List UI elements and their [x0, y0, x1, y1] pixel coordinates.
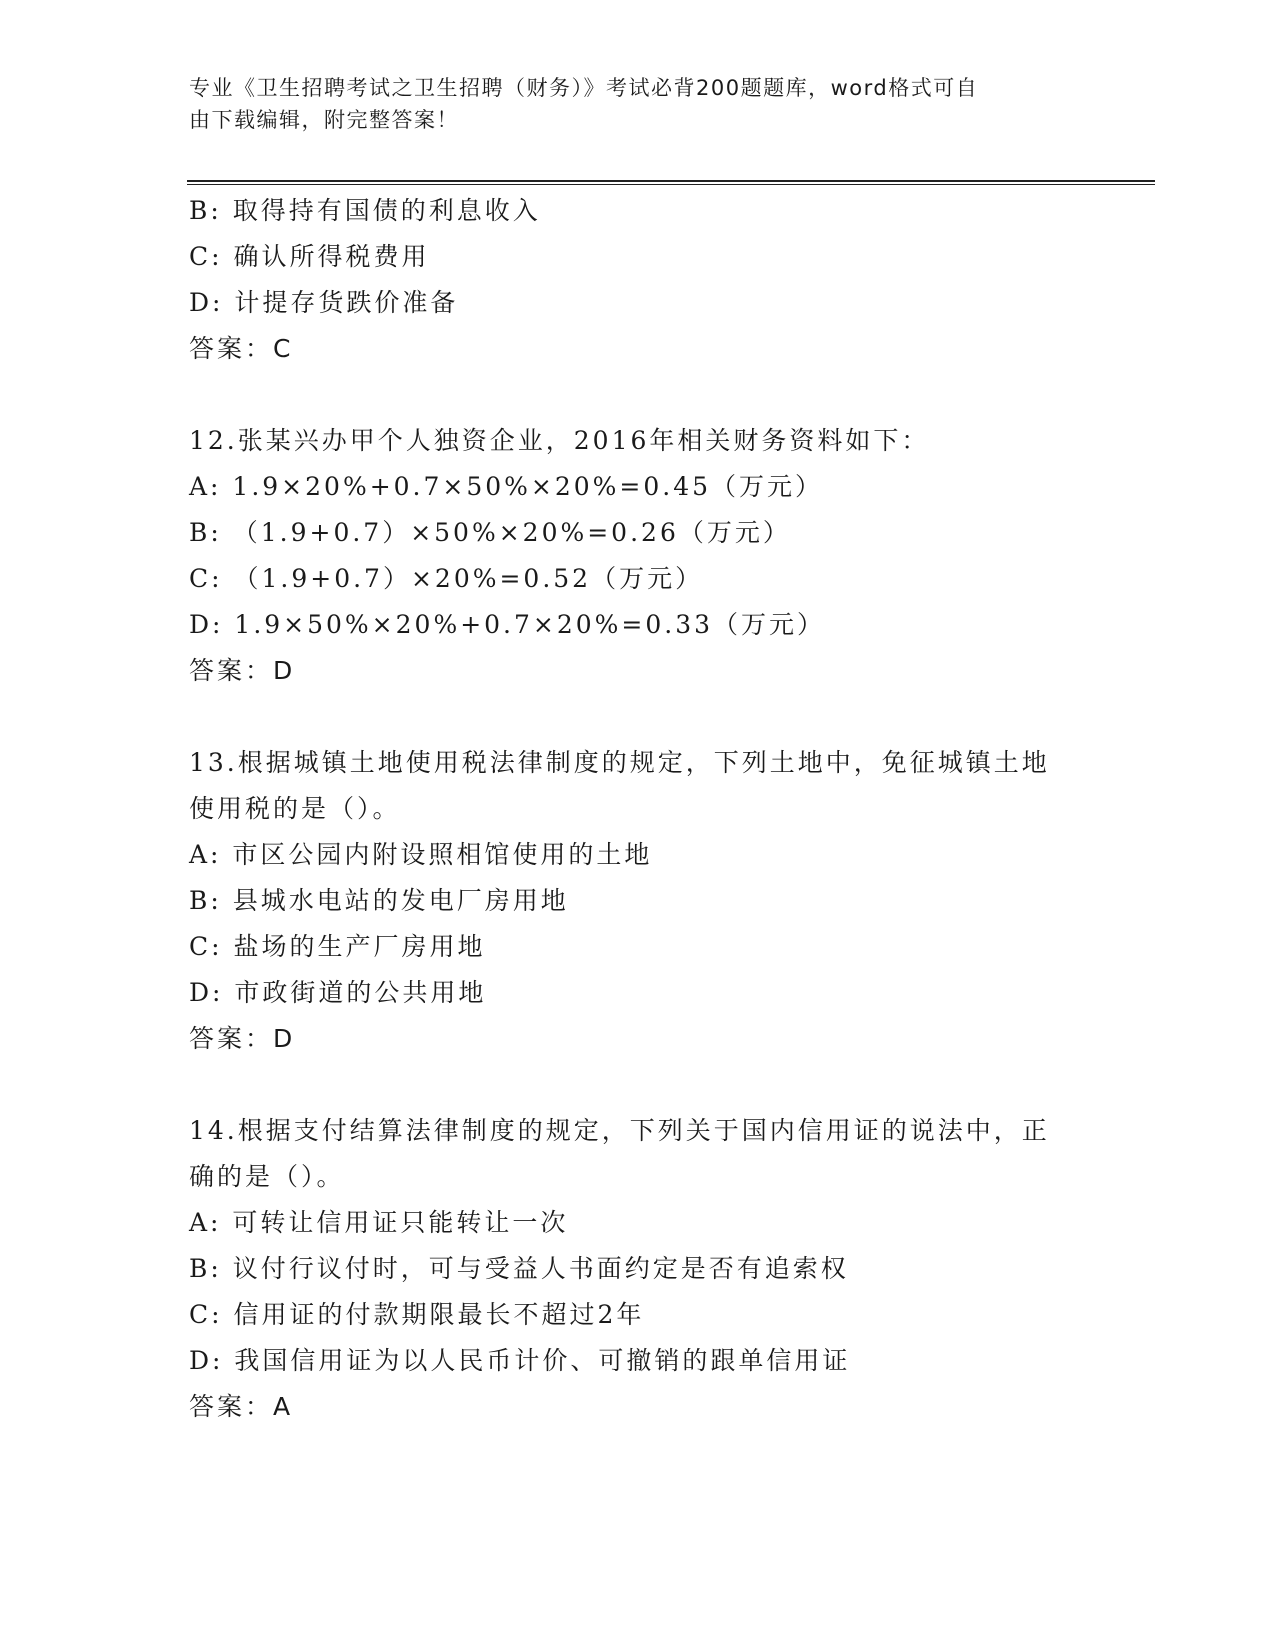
answer-line: 答案：D	[189, 1024, 296, 1053]
header-line-2: 由下载编辑，附完整答案！	[189, 108, 459, 132]
document-header	[189, 72, 1069, 136]
option-b: B: 县城水电站的发电厂房用地	[189, 886, 569, 915]
answer-line: 答案：A	[189, 1392, 294, 1421]
document-body	[189, 188, 1089, 1430]
spacer	[189, 372, 1089, 418]
header-divider-thin	[187, 184, 1155, 185]
option-d: D: 1.9×50%×20%+0.7×20%=0.33（万元）	[189, 610, 826, 639]
option-d: D: 我国信用证为以人民币计价、可撤销的跟单信用证	[189, 1346, 851, 1375]
option-b: B: 取得持有国债的利息收入	[189, 196, 541, 225]
answer-line: 答案：D	[189, 656, 296, 685]
option-a: A: 1.9×20%+0.7×50%×20%=0.45（万元）	[189, 472, 824, 501]
spacer	[189, 694, 1089, 740]
option-d: D: 计提存货跌价准备	[189, 288, 459, 317]
option-a: A: 市区公园内附设照相馆使用的土地	[189, 840, 653, 869]
question-stem: 14.根据支付结算法律制度的规定，下列关于国内信用证的说法中，正	[189, 1116, 1050, 1145]
question-stem-continued: 使用税的是（）。	[189, 794, 401, 823]
question-14	[189, 1108, 1089, 1430]
option-c: C: （1.9+0.7）×20%=0.52（万元）	[189, 564, 704, 593]
question-stem: 12.张某兴办甲个人独资企业，2016年相关财务资料如下：	[189, 426, 930, 455]
question-13	[189, 740, 1089, 1062]
option-a: A: 可转让信用证只能转让一次	[189, 1208, 569, 1237]
option-c: C: 确认所得税费用	[189, 242, 430, 271]
option-c: C: 盐场的生产厂房用地	[189, 932, 486, 961]
carry-over-question	[189, 188, 1089, 372]
answer-line: 答案：C	[189, 334, 294, 363]
question-stem: 13.根据城镇土地使用税法律制度的规定，下列土地中，免征城镇土地	[189, 748, 1050, 777]
header-line-1: 专业《卫生招聘考试之卫生招聘（财务）》考试必背200题题库，word格式可自	[189, 76, 979, 100]
question-12	[189, 418, 1089, 694]
option-c: C: 信用证的付款期限最长不超过2年	[189, 1300, 645, 1329]
header-divider-thick	[187, 180, 1155, 182]
option-b: B: （1.9+0.7）×50%×20%=0.26（万元）	[189, 518, 791, 547]
option-d: D: 市政街道的公共用地	[189, 978, 487, 1007]
spacer	[189, 1062, 1089, 1108]
question-stem-continued: 确的是（）。	[189, 1162, 345, 1191]
option-b: B: 议付行议付时，可与受益人书面约定是否有追索权	[189, 1254, 849, 1283]
